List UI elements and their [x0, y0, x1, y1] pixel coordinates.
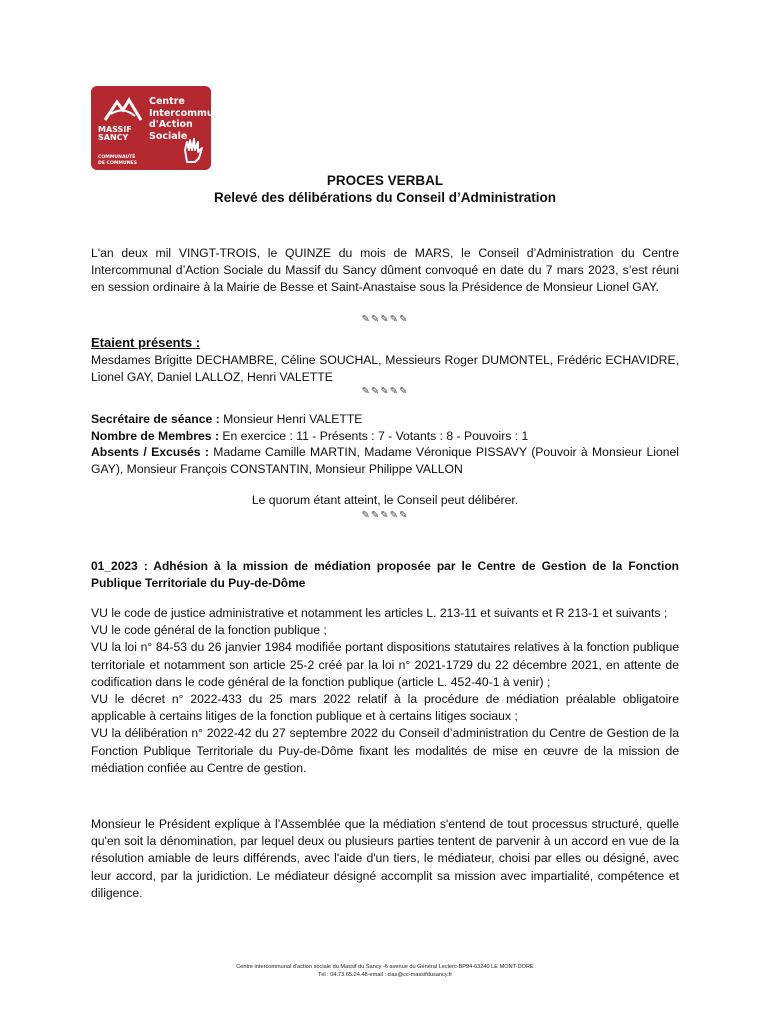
secretary-value: Monsieur Henri VALETTE [219, 412, 363, 426]
footer [0, 963, 770, 979]
absents-line [91, 444, 679, 478]
vu-item: VU le code de justice administrative et notamment les articles L. 213-11 et suivants et R 213-1 et suivants ; [91, 606, 668, 620]
footer-contact: Tél : 04.73.65.24.48-email : cias@cc-massifdusancy.fr [317, 972, 453, 978]
logo-cc-line2: DE COMMUNES [98, 160, 137, 166]
quorum-text: Le quorum étant atteint, le Conseil peut délibérer. [251, 493, 519, 507]
footer-address: Centre intercommunal d’action sociale du Massif du Sancy -6 avenue du Général Leclerc-BP94-63240 LE MONT-DORE [236, 964, 534, 970]
logo-cc-line1: COMMUNAUTÉ [98, 155, 136, 160]
mountain-icon [103, 94, 143, 124]
logo-massif [98, 126, 132, 142]
vu-list [91, 605, 679, 777]
vu-item: VU la loi n° 84-53 du 26 janvier 1984 modifiée portant dispositions statutaires relatives à la fonction publique territoriale et notamment son article 25-2 créé par la loi n° 2021-1729 du 22 décembre 2021, en attente de codification dans le code général de la fonction publique (article L. 452-40-1 à venir) ; [91, 640, 679, 689]
presents-heading [91, 334, 679, 352]
ornament-divider: ✎✎✎✎✎ [361, 314, 409, 325]
presents-heading-colon: : [192, 335, 201, 350]
logo-line2: Intercommunal [149, 107, 231, 119]
vu-item: VU le code général de la fonction publique ; [91, 623, 327, 638]
logo-line1: Centre [149, 96, 185, 107]
absents-value: Madame Camille MARTIN, Madame Véronique PISSAVY (Pouvoir à Monsieur Lionel GAY), Monsieur François CONSTANTIN, Monsieur Philippe VALLON [91, 445, 680, 477]
members-line [91, 428, 679, 445]
vu-item: VU le décret n° 2022-433 du 25 mars 2022 relatif à la procédure de médiation préalable obligatoire applicable à certains litiges de la fonction publique et à certains litiges sociaux ; [91, 692, 679, 724]
absents-label: Absents / Excusés : [91, 445, 209, 459]
secretary-line [91, 411, 679, 428]
logo-community [98, 155, 137, 166]
logo-line3: d'Action [149, 119, 193, 130]
logo-sancy-word: SANCY [98, 133, 129, 142]
cias-logo [91, 86, 231, 170]
presents-heading-label: Etaient présents [91, 335, 193, 350]
presents-list: Mesdames Brigitte DECHAMBRE, Céline SOUCHAL, Messieurs Roger DUMONTEL, Frédéric ECHAVIDRE, Lionel GAY, Daniel LALLOZ, Henri VALETTE [91, 353, 679, 385]
item-title: 01_2023 : Adhésion à la mission de médiation proposée par le Centre de Gestion de la Fonction Publique Territoriale du Puy-de-Dôme [91, 559, 679, 591]
ornament-divider-3: ✎✎✎✎✎ [361, 510, 409, 521]
ornament-divider-2: ✎✎✎✎✎ [361, 386, 409, 397]
hand-icon [181, 136, 205, 164]
logo-massif-word: MASSIF [98, 125, 132, 134]
document-title: PROCES VERBAL [326, 173, 444, 188]
intro-paragraph: L'an deux mil VINGT-TROIS, le QUINZE du mois de MARS, le Conseil d’Administration du Centre Intercommunal d’Action Sociale du Massif du Sancy dûment convoqué en date du 7 mars 2023, s’est réuni en session ordinaire à la Mairie de Besse et Saint-Anastaise sous la Présidence de Monsieur Lionel GAY. [91, 246, 679, 295]
explanation-paragraph: Monsieur le Président explique à l’Assemblée que la médiation s'entend de tout processus structuré, quelle qu'en soit la dénomination, par lequel deux ou plusieurs parties tentent de parvenir à un accord en vue de la résolution amiable de leurs différends, avec l'aide d'un tiers, le médiateur, choisi par elles ou désigné, avec leur accord, par la juridiction. Le médiateur désigné accomplit sa mission avec impartialité, compétence et diligence. [91, 817, 679, 900]
vu-item: VU la délibération n° 2022-42 du 27 septembre 2022 du Conseil d’administration du Centre de Gestion de la Fonction Publique Territoriale du Puy-de-Dôme fixant les modalités de mise en œuvre de la mission de médiation confiée au Centre de gestion. [91, 726, 679, 775]
document-subtitle: Relevé des délibérations du Conseil d’Administration [213, 190, 557, 205]
members-value: En exercice : 11 - Présents : 7 - Votants : 8 - Pouvoirs : 1 [219, 429, 529, 443]
members-label: Nombre de Membres : [91, 429, 219, 443]
logo-line4: Sociale [149, 130, 188, 142]
secretary-label: Secrétaire de séance : [91, 412, 220, 426]
